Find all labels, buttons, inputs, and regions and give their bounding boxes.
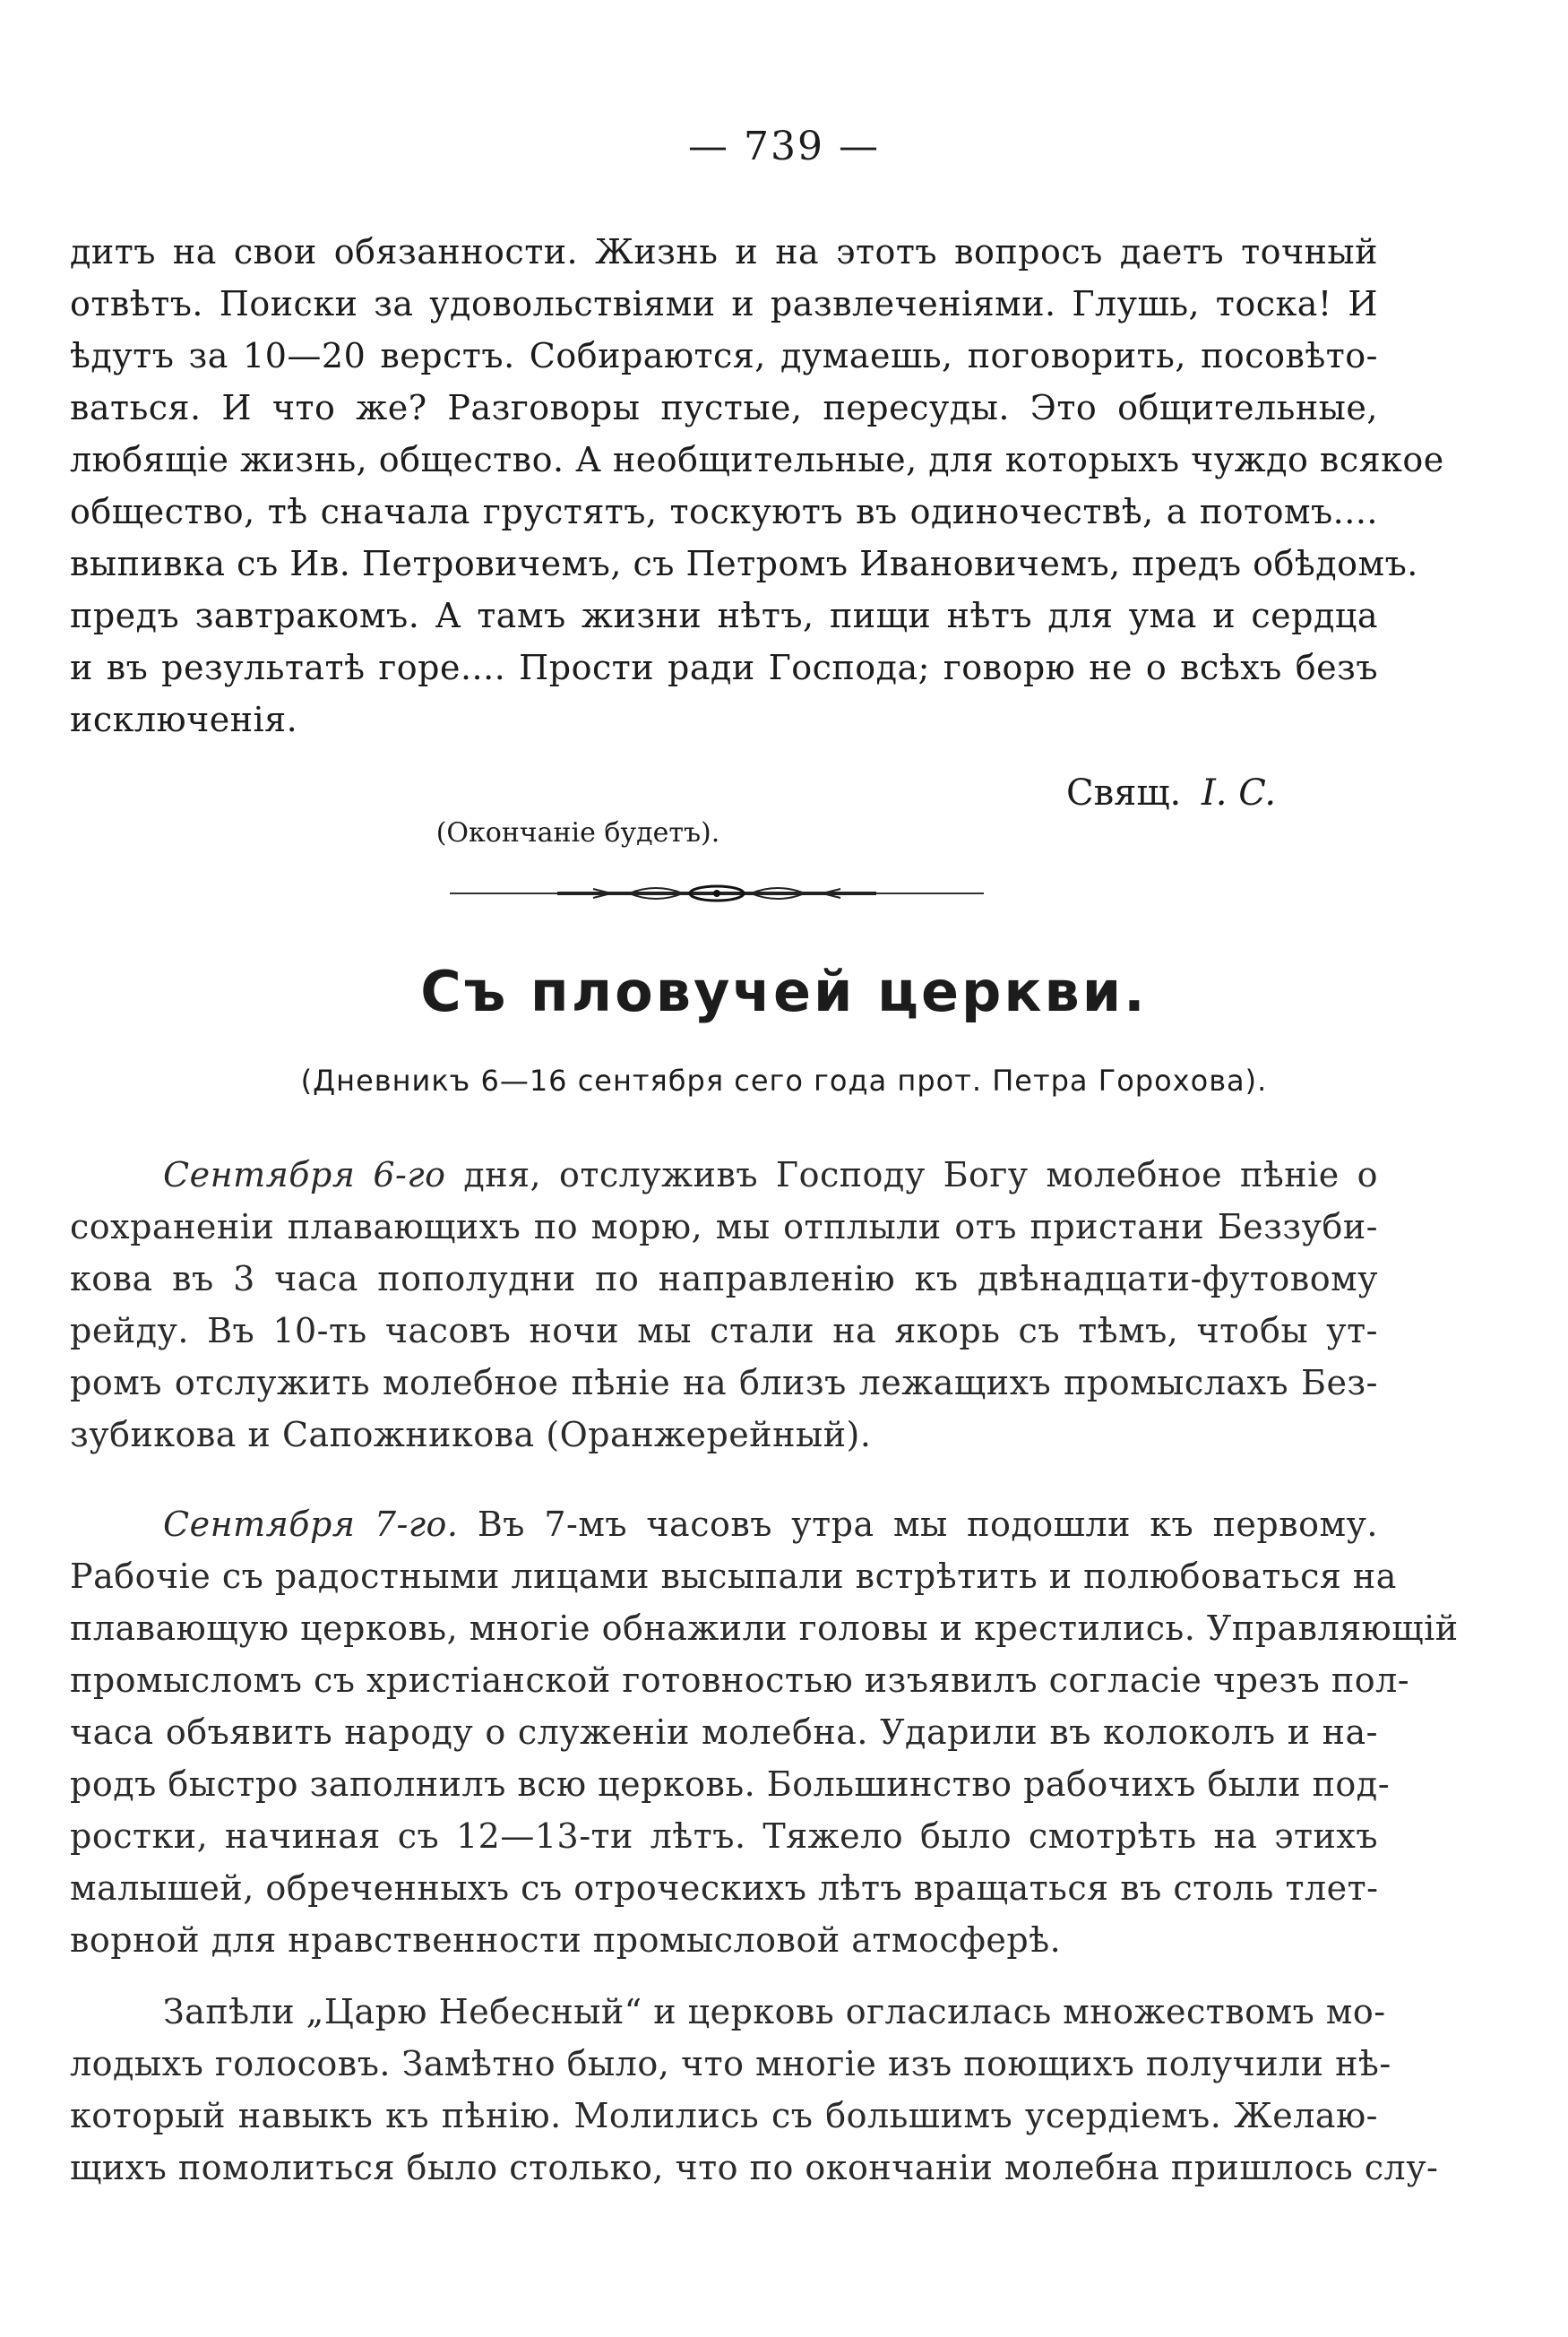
- line-rest: дня, отслуживъ Господу Богу молебное пѣніе о: [463, 1155, 1378, 1194]
- text-line: ѣдутъ за 10—20 верстъ. Собираются, думаешь, поговорить, посовѣто-: [70, 336, 1378, 375]
- text-line: промысломъ съ христіанской готовностью изъявилъ согласіе чрезъ пол-: [70, 1660, 1410, 1700]
- text-line: [70, 1498, 1378, 1550]
- previous-article-ending: [70, 226, 1444, 746]
- text-line: предъ завтракомъ. А тамъ жизни нѣтъ, пищи нѣтъ для ума и сердца: [70, 596, 1378, 635]
- article-title: Съ пловучей церкви.: [420, 959, 1148, 1024]
- text-line: выпивка съ Ив. Петровичемъ, съ Петромъ Ивановичемъ, предъ обѣдомъ.: [70, 544, 1418, 583]
- signature-initials: I. C.: [1201, 772, 1277, 814]
- line-rest: Въ 7-мъ часовъ утра мы подошли къ первому.: [477, 1505, 1378, 1544]
- text-line: малышей, обреченныхъ съ отроческихъ лѣтъ вращаться въ столь тлет-: [70, 1868, 1379, 1908]
- text-line: родъ быстро заполнилъ всю церковь. Большинство рабочихъ были под-: [70, 1764, 1391, 1804]
- text-line: и въ результатѣ горе.... Прости ради Господа; говорю не о всѣхъ безъ: [70, 648, 1378, 687]
- page-number: — 739 —: [688, 124, 880, 169]
- date-lead: Сентября 6-го: [163, 1155, 446, 1194]
- ornamental-divider: [450, 880, 984, 907]
- author-signature: [1066, 772, 1276, 814]
- to-be-continued-note: (Окончаніе будетъ).: [435, 817, 720, 849]
- paragraph-3: [70, 1986, 1439, 2194]
- text-line: который навыкъ къ пѣнію. Молились съ большимъ усердіемъ. Желаю-: [70, 2096, 1378, 2135]
- date-lead: Сентября 7-го.: [163, 1505, 459, 1544]
- text-line: ростки, начиная съ 12—13-ти лѣтъ. Тяжело было смотрѣть на этихъ: [70, 1816, 1378, 1856]
- text-line: лодыхъ голосовъ. Замѣтно было, что многіе изъ поющихъ получили нѣ-: [70, 2044, 1391, 2083]
- text-line: часа объявить народу о служеніи молебна. Ударили въ колоколъ и на-: [70, 1712, 1378, 1752]
- text-line: [70, 1149, 1378, 1201]
- text-line: дитъ на свои обязанности. Жизнь и на этотъ вопросъ даетъ точный: [70, 232, 1378, 272]
- text-line: любящіе жизнь, общество. А необщительные, для которыхъ чуждо всякое: [70, 440, 1444, 479]
- text-line: Запѣли „Царю Небесный“ и церковь огласилась множествомъ мо-: [163, 1992, 1386, 2031]
- text-line: Рабочіе съ радостными лицами высыпали встрѣтить и полюбоваться на: [70, 1557, 1397, 1596]
- text-line: ваться. И что же? Разговоры пустые, пересуды. Это общительные,: [70, 388, 1378, 427]
- text-line: зубикова и Сапожникова (Оранжерейный).: [70, 1415, 872, 1454]
- text-line: ромъ отслужить молебное пѣніе на близъ лежащихъ промыслахъ Без-: [70, 1363, 1378, 1402]
- paragraph-1: [70, 1149, 1378, 1461]
- text-line: ворной для нравственности промысловой атмосферѣ.: [70, 1920, 1062, 1960]
- text-line: плавающую церковь, многіе обнажили головы и крестились. Управляющій: [70, 1608, 1459, 1648]
- text-line: отвѣтъ. Поиски за удовольствіями и развлеченіями. Глушь, тоска! И: [70, 284, 1378, 323]
- signature-prefix: Свящ.: [1066, 772, 1182, 814]
- paragraph-2: [70, 1498, 1459, 1966]
- text-line: сохраненіи плавающихъ по морю, мы отплыли отъ пристани Беззуби-: [70, 1207, 1378, 1246]
- article-subtitle: (Дневникъ 6—16 сентября сего года прот. Петра Горохова).: [300, 1064, 1268, 1098]
- text-line: общество, тѣ сначала грустятъ, тоскуютъ въ одиночествѣ, а потомъ....: [70, 492, 1378, 531]
- text-line: исключенія.: [70, 700, 298, 739]
- text-line: кова въ 3 часа пополудни по направленію къ двѣнадцати-футовому: [70, 1259, 1378, 1298]
- text-line: щихъ помолиться было столько, что по окончаніи молебна пришлось слу-: [70, 2148, 1439, 2187]
- text-line: рейду. Въ 10-ть часовъ ночи мы стали на якорь съ тѣмъ, чтобы ут-: [70, 1311, 1378, 1350]
